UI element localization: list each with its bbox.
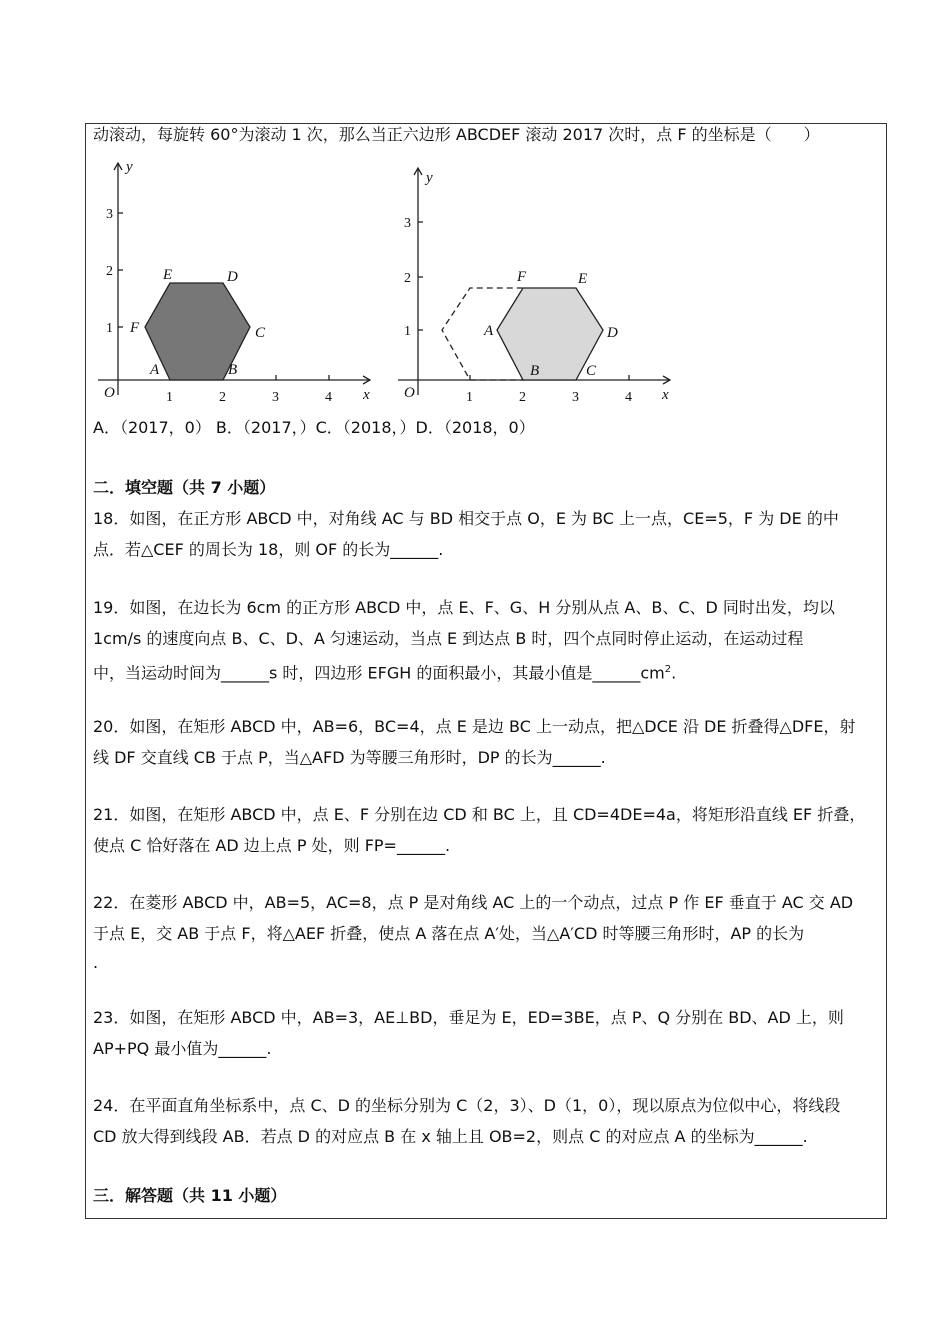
axis-x-label: x	[662, 387, 669, 403]
y-tick-2: 2	[106, 264, 113, 279]
x-tick-2: 2	[219, 390, 226, 405]
answer-options: A．（2017，0） B．（2017，）C．（2018，）D．（2018，0）	[93, 418, 535, 437]
q22-line-3: .	[93, 953, 99, 972]
vertex-d: D	[607, 325, 618, 341]
intro-line: 动滚动，每旋转 60°为滚动 1 次，那么当正六边形 ABCDEF 滚动 2017 次时，点 F 的坐标是（ ）	[93, 125, 820, 144]
vertex-b: B	[530, 363, 540, 379]
q19-line-1: 19．如图，在边长为 6cm 的正方形 ABCD 中，点 E、F、G、H 分别从点 A、B、C、D 同时出发，均以	[93, 598, 835, 617]
q21-line-1: 21．如图，在矩形 ABCD 中，点 E、F 分别在边 CD 和 BC 上，且 CD=4DE=4a，将矩形沿直线 EF 折叠，	[93, 805, 866, 824]
x-tick-1: 1	[166, 390, 173, 405]
q23-line-2: AP+PQ 最小值为______.	[93, 1039, 272, 1058]
vertex-b: B	[228, 362, 238, 378]
vertex-c: C	[255, 325, 266, 341]
q21-line-2: 使点 C 恰好落在 AD 边上点 P 处，则 FP=______.	[93, 836, 451, 855]
q18-line-1: 18．如图，在正方形 ABCD 中，对角线 AC 与 BD 相交于点 O，E 为 BC 上一点，CE=5，F 为 DE 的中	[93, 509, 839, 528]
q20-line-2: 线 DF 交直线 CB 于点 P，当△AFD 为等腰三角形时，DP 的长为______.	[93, 748, 606, 767]
section-3-heading: 三．解答题（共 11 小题）	[93, 1186, 287, 1205]
vertex-c: C	[586, 363, 597, 379]
q18-line-2: 点．若△CEF 的周长为 18，则 OF 的长为______.	[93, 540, 444, 559]
x-tick-2: 2	[519, 390, 526, 405]
y-tick-3: 3	[404, 216, 411, 231]
axis-y-label: y	[126, 159, 133, 175]
q20-line-1: 20．如图，在矩形 ABCD 中，AB=6，BC=4，点 E 是边 BC 上一动点，把△DCE 沿 DE 折叠得△DFE，射	[93, 717, 856, 736]
q24-line-2: CD 放大得到线段 AB．若点 D 的对应点 B 在 x 轴上且 OB=2，则点 C 的对应点 A 的坐标为______.	[93, 1127, 808, 1146]
y-tick-2: 2	[404, 271, 411, 286]
axis-x-label: x	[363, 387, 370, 403]
figure-left-hexagon	[90, 155, 380, 405]
x-tick-3: 3	[272, 390, 279, 405]
vertex-f: F	[130, 320, 140, 336]
vertex-a: A	[484, 323, 494, 339]
figure-right-hexagon	[390, 160, 680, 410]
vertex-d: D	[227, 269, 238, 285]
q22-line-1: 22．在菱形 ABCD 中，AB=5，AC=8，点 P 是对角线 AC 上的一个动点，过点 P 作 EF 垂直于 AC 交 AD	[93, 893, 854, 912]
origin-label: O	[404, 385, 415, 401]
q19-line-2: 1cm/s 的速度向点 B、C、D、A 匀速运动，当点 E 到达点 B 时，四个点同时停止运动，在运动过程	[93, 629, 804, 648]
y-tick-3: 3	[106, 207, 113, 222]
vertex-f: F	[517, 269, 527, 285]
q19-line-3-end: .	[671, 663, 677, 683]
q24-line-1: 24．在平面直角坐标系中，点 C、D 的坐标分别为 C（2，3）、D（1，0），现以原点为位似中心，将线段	[93, 1096, 841, 1115]
vertex-a: A	[150, 362, 160, 378]
q19-line-3	[93, 659, 676, 684]
section-2-heading: 二．填空题（共 7 小题）	[93, 478, 276, 497]
x-tick-3: 3	[572, 390, 579, 405]
y-tick-1: 1	[106, 321, 113, 336]
x-tick-1: 1	[466, 390, 473, 405]
q19-superscript: 2	[664, 664, 672, 675]
vertex-e: E	[578, 271, 588, 287]
x-tick-4: 4	[625, 390, 632, 405]
origin-label: O	[104, 385, 115, 401]
axis-y-label: y	[426, 170, 433, 186]
x-tick-4: 4	[325, 390, 332, 405]
q23-line-1: 23．如图，在矩形 ABCD 中，AB=3，AE⊥BD，垂足为 E，ED=3BE，点 P、Q 分别在 BD、AD 上，则	[93, 1008, 844, 1027]
q22-line-2: 于点 E，交 AB 于点 F，将△AEF 折叠，使点 A 落在点 A′处，当△A′CD 时等腰三角形时，AP 的长为	[93, 924, 805, 943]
y-tick-1: 1	[404, 324, 411, 339]
vertex-e: E	[163, 267, 173, 283]
q19-line-3-text: 中，当运动时间为______s 时，四边形 EFGH 的面积最小，其最小值是______cm	[93, 663, 665, 683]
